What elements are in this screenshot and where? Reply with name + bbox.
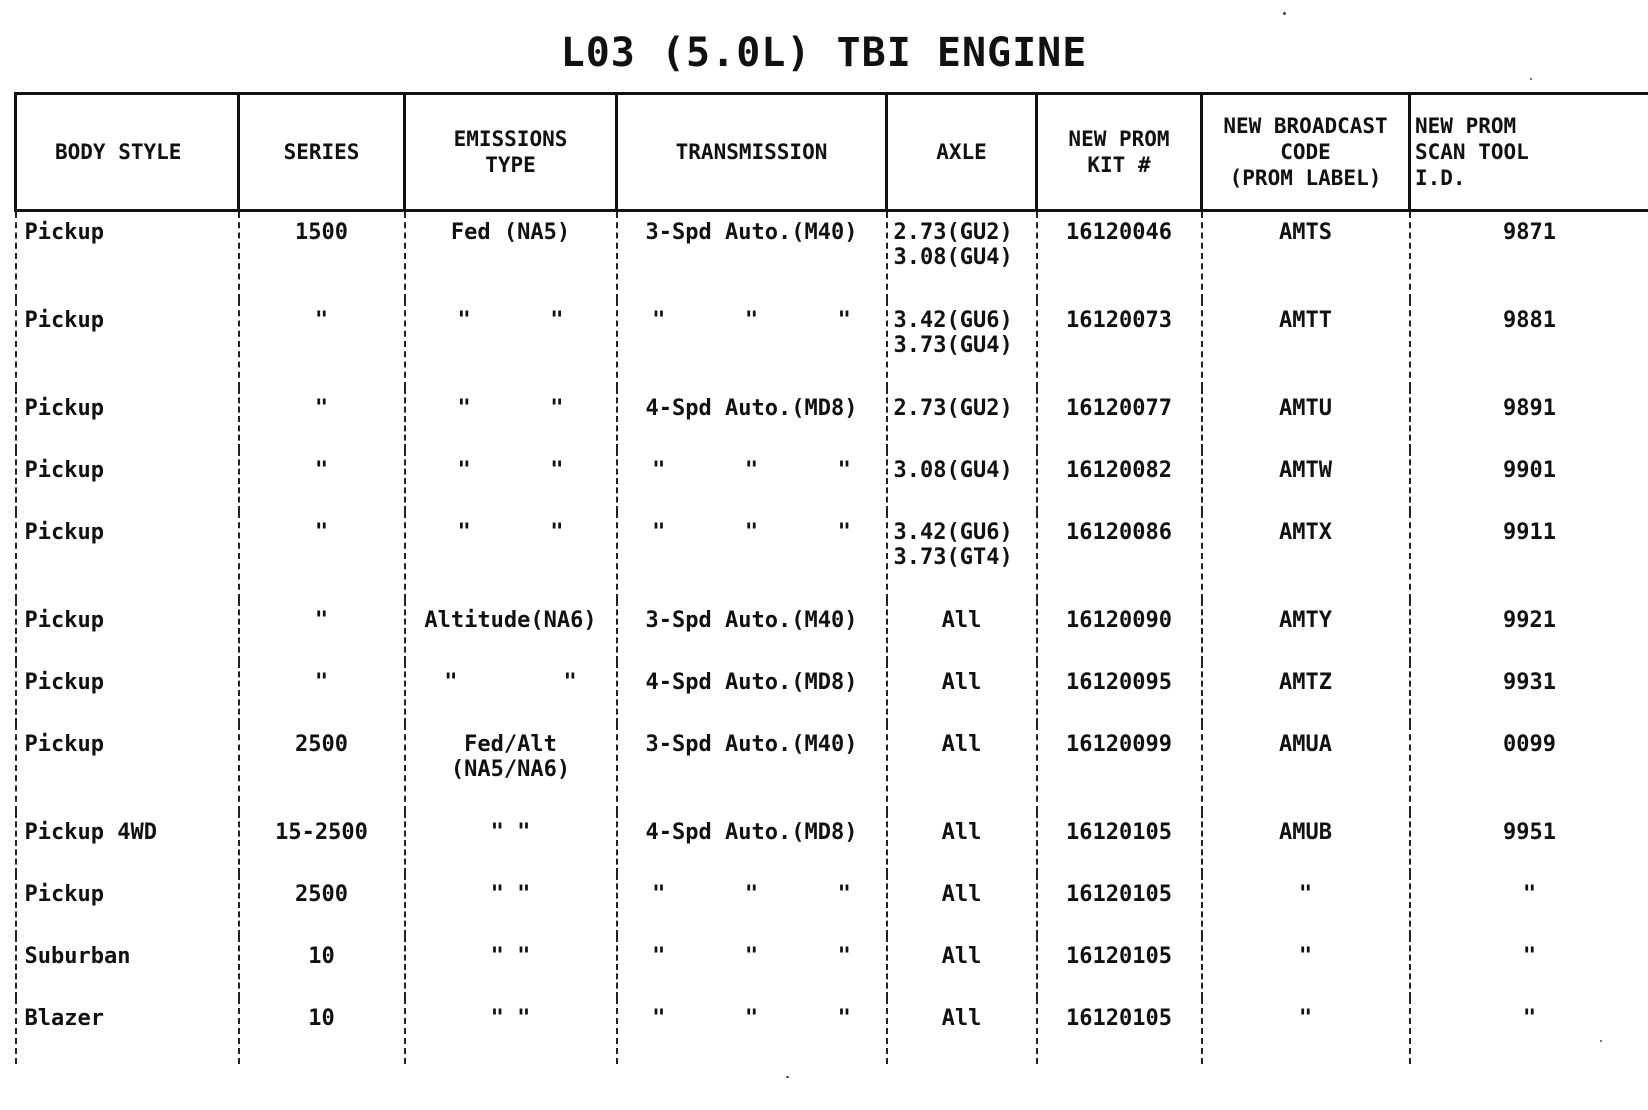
cell-code: AMTX: [1202, 512, 1410, 600]
cell-transmission: " " ": [617, 874, 887, 936]
cell-transmission: 4-Spd Auto.(MD8): [617, 662, 887, 724]
cell-body-style: Pickup: [16, 300, 239, 388]
table-row: [16, 812, 1648, 874]
cell-kit: 16120046: [1037, 211, 1202, 301]
table-row: [16, 874, 1648, 936]
cell-axle: 2.73(GU2) 3.08(GU4): [887, 211, 1037, 301]
cell-transmission: " " ": [617, 512, 887, 600]
cell-emissions: " ": [405, 998, 617, 1064]
header-scan-tool-id: NEW PROM SCAN TOOL I.D.: [1410, 94, 1648, 211]
cell-body-style: Blazer: [16, 998, 239, 1064]
cell-series: ": [239, 662, 405, 724]
cell-kit: 16120073: [1037, 300, 1202, 388]
cell-series: ": [239, 300, 405, 388]
table-row: [16, 300, 1648, 388]
cell-emissions: " ": [405, 512, 617, 600]
cell-kit: 16120077: [1037, 388, 1202, 450]
cell-body-style: Pickup 4WD: [16, 812, 239, 874]
cell-emissions: Fed (NA5): [405, 211, 617, 301]
cell-series: ": [239, 600, 405, 662]
cell-body-style: Pickup: [16, 724, 239, 812]
cell-scan-id: 9901: [1410, 450, 1648, 512]
cell-transmission: " " ": [617, 936, 887, 998]
table-row: [16, 211, 1648, 301]
header-series: SERIES: [239, 94, 405, 211]
cell-series: 2500: [239, 874, 405, 936]
cell-code: AMTU: [1202, 388, 1410, 450]
cell-axle: All: [887, 600, 1037, 662]
cell-body-style: Pickup: [16, 662, 239, 724]
scan-speck: [1283, 12, 1286, 15]
table-row: [16, 662, 1648, 724]
cell-axle: 3.42(GU6) 3.73(GU4): [887, 300, 1037, 388]
table-row: [16, 998, 1648, 1064]
cell-emissions: " ": [405, 388, 617, 450]
cell-scan-id: 9921: [1410, 600, 1648, 662]
cell-kit: 16120105: [1037, 874, 1202, 936]
cell-scan-id: 9951: [1410, 812, 1648, 874]
cell-code: AMTS: [1202, 211, 1410, 301]
scan-speck: [1530, 78, 1532, 80]
cell-axle: All: [887, 662, 1037, 724]
cell-series: ": [239, 512, 405, 600]
cell-axle: All: [887, 874, 1037, 936]
prom-table: [14, 92, 1648, 1064]
cell-scan-id: 9891: [1410, 388, 1648, 450]
cell-scan-id: 9871: [1410, 211, 1648, 301]
header-new-prom-kit: NEW PROM KIT #: [1037, 94, 1202, 211]
cell-kit: 16120105: [1037, 936, 1202, 998]
cell-body-style: Pickup: [16, 600, 239, 662]
cell-series: ": [239, 388, 405, 450]
scan-speck: [786, 1076, 789, 1078]
cell-scan-id: ": [1410, 936, 1648, 998]
cell-scan-id: 9881: [1410, 300, 1648, 388]
cell-transmission: 3-Spd Auto.(M40): [617, 600, 887, 662]
cell-kit: 16120095: [1037, 662, 1202, 724]
page-title: L03 (5.0L) TBI ENGINE: [560, 30, 1088, 76]
cell-series: 10: [239, 998, 405, 1064]
table-row: [16, 600, 1648, 662]
cell-transmission: " " ": [617, 998, 887, 1064]
cell-emissions: " ": [405, 874, 617, 936]
cell-code: ": [1202, 936, 1410, 998]
table-row: [16, 512, 1648, 600]
cell-kit: 16120105: [1037, 812, 1202, 874]
cell-emissions: Fed/Alt (NA5/NA6): [405, 724, 617, 812]
cell-axle: All: [887, 998, 1037, 1064]
cell-scan-id: 0099: [1410, 724, 1648, 812]
header-row: [16, 94, 1648, 211]
cell-emissions: " ": [405, 450, 617, 512]
cell-transmission: 3-Spd Auto.(M40): [617, 724, 887, 812]
header-broadcast-code: NEW BROADCAST CODE (PROM LABEL): [1202, 94, 1410, 211]
cell-kit: 16120099: [1037, 724, 1202, 812]
cell-code: AMTZ: [1202, 662, 1410, 724]
cell-code: AMUB: [1202, 812, 1410, 874]
cell-scan-id: ": [1410, 874, 1648, 936]
cell-emissions: " ": [405, 300, 617, 388]
cell-scan-id: 9931: [1410, 662, 1648, 724]
cell-kit: 16120090: [1037, 600, 1202, 662]
cell-code: ": [1202, 998, 1410, 1064]
cell-axle: All: [887, 812, 1037, 874]
cell-code: AMTW: [1202, 450, 1410, 512]
cell-axle: 3.42(GU6) 3.73(GT4): [887, 512, 1037, 600]
cell-kit: 16120082: [1037, 450, 1202, 512]
cell-body-style: Suburban: [16, 936, 239, 998]
cell-scan-id: ": [1410, 998, 1648, 1064]
cell-body-style: Pickup: [16, 512, 239, 600]
header-body-style: BODY STYLE: [16, 94, 239, 211]
cell-code: AMTY: [1202, 600, 1410, 662]
cell-axle: All: [887, 936, 1037, 998]
header-emissions-type: EMISSIONS TYPE: [405, 94, 617, 211]
cell-axle: 2.73(GU2): [887, 388, 1037, 450]
cell-series: 10: [239, 936, 405, 998]
table-row: [16, 388, 1648, 450]
cell-series: 2500: [239, 724, 405, 812]
header-transmission: TRANSMISSION: [617, 94, 887, 211]
cell-series: 1500: [239, 211, 405, 301]
cell-code: AMUA: [1202, 724, 1410, 812]
cell-body-style: Pickup: [16, 874, 239, 936]
cell-transmission: 3-Spd Auto.(M40): [617, 211, 887, 301]
table-row: [16, 724, 1648, 812]
cell-axle: 3.08(GU4): [887, 450, 1037, 512]
header-axle: AXLE: [887, 94, 1037, 211]
cell-emissions: " ": [405, 812, 617, 874]
cell-transmission: " " ": [617, 450, 887, 512]
cell-transmission: 4-Spd Auto.(MD8): [617, 812, 887, 874]
cell-body-style: Pickup: [16, 388, 239, 450]
table-row: [16, 450, 1648, 512]
cell-body-style: Pickup: [16, 211, 239, 301]
cell-kit: 16120105: [1037, 998, 1202, 1064]
cell-emissions: Altitude(NA6): [405, 600, 617, 662]
cell-code: AMTT: [1202, 300, 1410, 388]
cell-scan-id: 9911: [1410, 512, 1648, 600]
cell-body-style: Pickup: [16, 450, 239, 512]
cell-series: ": [239, 450, 405, 512]
cell-code: ": [1202, 874, 1410, 936]
cell-axle: All: [887, 724, 1037, 812]
cell-kit: 16120086: [1037, 512, 1202, 600]
cell-series: 15-2500: [239, 812, 405, 874]
cell-emissions: " ": [405, 936, 617, 998]
cell-transmission: " " ": [617, 300, 887, 388]
scan-speck: [1600, 1040, 1602, 1042]
cell-transmission: 4-Spd Auto.(MD8): [617, 388, 887, 450]
cell-emissions: " ": [405, 662, 617, 724]
table-row: [16, 936, 1648, 998]
